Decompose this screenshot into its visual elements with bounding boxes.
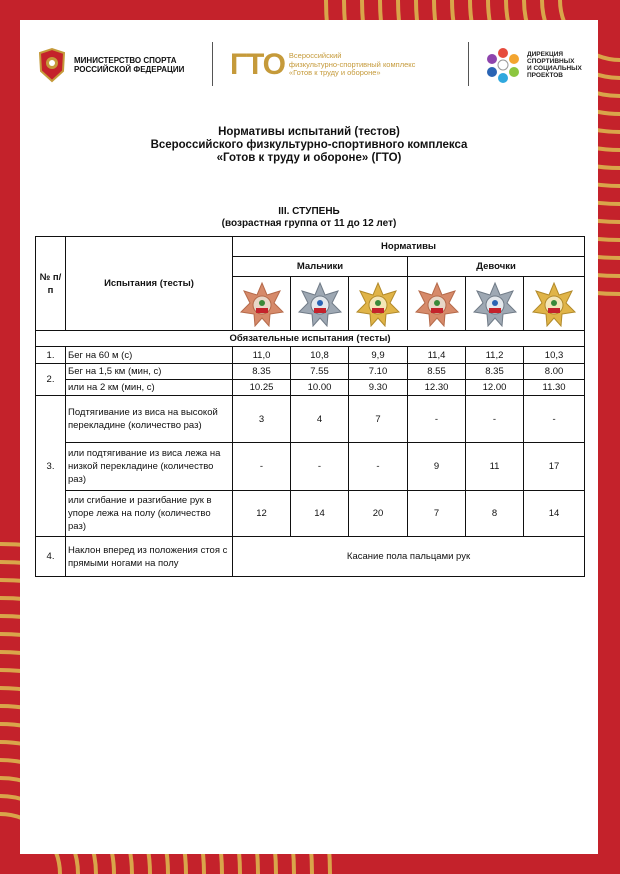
gold-badge-icon [355, 281, 401, 327]
direction-logo [485, 40, 597, 90]
row-number: 3. [36, 396, 66, 537]
boys-header: Мальчики [233, 257, 408, 277]
table-row [36, 537, 585, 577]
table-row [36, 443, 585, 491]
test-name: Бег на 1,5 км (мин, с) [66, 364, 233, 380]
norm-value: 7 [408, 491, 466, 537]
test-name: или сгибание и разгибание рук в упоре лежа на полу (количество раз) [66, 491, 233, 537]
norm-value: 3 [233, 396, 291, 443]
row-number: 4. [36, 537, 66, 577]
norm-value: 9.30 [349, 380, 408, 396]
table-row [36, 380, 585, 396]
direction-line-4: ПРОЕКТОВ [527, 72, 564, 79]
norm-value: 10.00 [291, 380, 349, 396]
badge-cell [233, 277, 291, 331]
document-title [20, 126, 598, 165]
norm-value: 20 [349, 491, 408, 537]
direction-line-1: ДИРЕКЦИЯ [527, 51, 564, 58]
test-name: или на 2 км (мин, с) [66, 380, 233, 396]
bronze-badge-icon [414, 281, 460, 327]
title-line-3: «Готов к труду и обороне» (ГТО) [216, 152, 402, 164]
norm-value: - [466, 396, 524, 443]
table-row [36, 364, 585, 380]
norm-value: 11,2 [466, 347, 524, 364]
norm-value: 10,3 [524, 347, 585, 364]
badge-cell [291, 277, 349, 331]
ministry-logo [36, 40, 184, 90]
badge-cell [408, 277, 466, 331]
norm-value: 14 [291, 491, 349, 537]
norm-value: - [291, 443, 349, 491]
table-row [36, 491, 585, 537]
gto-logo [230, 40, 464, 90]
norm-value: 11 [466, 443, 524, 491]
col-number-header: № п/п [36, 237, 66, 331]
norm-value: - [524, 396, 585, 443]
header-divider [468, 42, 469, 86]
table-row [36, 396, 585, 443]
silver-badge-icon [297, 281, 343, 327]
norm-value: 11,4 [408, 347, 466, 364]
norm-value: 8.35 [466, 364, 524, 380]
gto-text-line-3: «Готов к труду и обороне» [288, 68, 381, 78]
gold-badge-icon [531, 281, 577, 327]
norm-value: 12 [233, 491, 291, 537]
title-line-2: Всероссийского физкультурно-спортивного комплекса [150, 139, 468, 151]
direction-emblem-icon [485, 47, 521, 83]
norm-value: 8 [466, 491, 524, 537]
col-norms-header: Нормативы [233, 237, 585, 257]
gto-text-line-2: физкультурно-спортивный комплекс [288, 59, 416, 69]
stage-age-group: (возрастная группа от 11 до 12 лет) [221, 218, 397, 229]
header-divider [212, 42, 213, 86]
norm-value: 4 [291, 396, 349, 443]
title-line-1: Нормативы испытаний (тестов) [218, 126, 400, 138]
mandatory-section-label: Обязательные испытания (тесты) [36, 331, 585, 347]
norm-value: 7.55 [291, 364, 349, 380]
girls-header: Девочки [408, 257, 585, 277]
norm-value: 12.30 [408, 380, 466, 396]
coat-of-arms-icon [36, 47, 68, 83]
header-logos [30, 40, 590, 90]
row-number: 1. [36, 347, 66, 364]
badge-cell [524, 277, 585, 331]
norms-table [35, 236, 585, 577]
norm-value: 17 [524, 443, 585, 491]
badge-cell [349, 277, 408, 331]
badge-cell [466, 277, 524, 331]
row-number: 2. [36, 364, 66, 396]
silver-badge-icon [472, 281, 518, 327]
norm-value: 10,8 [291, 347, 349, 364]
norm-value: 7.10 [349, 364, 408, 380]
test-name: Наклон вперед из положения стоя с прямыми ногами на полу [66, 537, 233, 577]
test-name: Бег на 60 м (с) [66, 347, 233, 364]
stage-name: III. СТУПЕНЬ [278, 206, 340, 217]
test-name: Подтягивание из виса на высокой перекладине (количество раз) [66, 396, 233, 443]
norm-value: 12.00 [466, 380, 524, 396]
test-name: или подтягивание из виса лежа на низкой перекладине (количество раз) [66, 443, 233, 491]
ministry-line-1: МИНИСТЕРСТВО СПОРТА [74, 56, 177, 65]
col-tests-header: Испытания (тесты) [66, 237, 233, 331]
table-header-row [36, 237, 585, 257]
direction-line-3: И СОЦИАЛЬНЫХ [527, 65, 582, 72]
norm-value: 11,0 [233, 347, 291, 364]
norm-value: - [349, 443, 408, 491]
gto-text-line-1: Всероссийский [288, 51, 342, 61]
norm-value: 7 [349, 396, 408, 443]
norm-value: 9 [408, 443, 466, 491]
norm-value: 8.00 [524, 364, 585, 380]
direction-line-2: СПОРТИВНЫХ [527, 58, 575, 65]
document-page [20, 20, 598, 854]
norm-value: 11.30 [524, 380, 585, 396]
ministry-line-2: РОССИЙСКОЙ ФЕДЕРАЦИИ [74, 65, 185, 74]
norm-value: 14 [524, 491, 585, 537]
norm-value: 8.55 [408, 364, 466, 380]
gto-mark: ГТО [230, 48, 285, 81]
mandatory-section-row [36, 331, 585, 347]
norm-value: 9,9 [349, 347, 408, 364]
norm-value: Касание пола пальцами рук [233, 537, 585, 577]
norm-value: 8.35 [233, 364, 291, 380]
norm-value: - [408, 396, 466, 443]
stage-heading [20, 206, 598, 230]
norm-value: 10.25 [233, 380, 291, 396]
table-row [36, 347, 585, 364]
bronze-badge-icon [239, 281, 285, 327]
norm-value: - [233, 443, 291, 491]
